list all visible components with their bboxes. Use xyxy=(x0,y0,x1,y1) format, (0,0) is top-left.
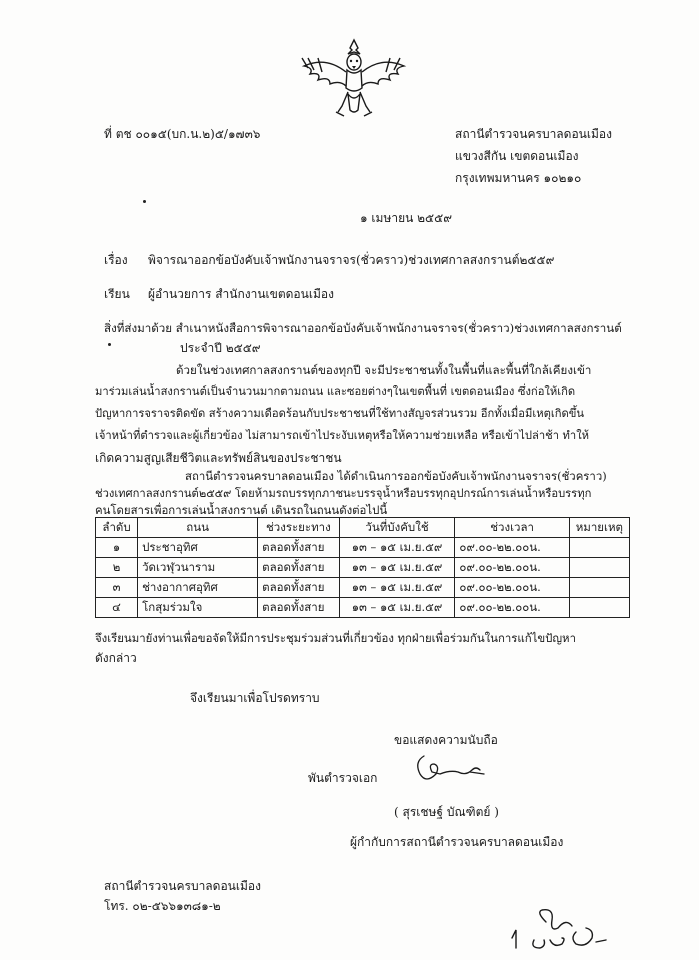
header-distance: ช่วงระยะทาง xyxy=(258,518,339,538)
cell-distance: ตลอดทั้งสาย xyxy=(258,558,339,578)
recipient-label: เรียน xyxy=(104,287,130,301)
paragraph-2-line: คนโดยสารเพื่อการเล่นน้ำสงกรานต์ เดินรถในถนนดังต่อไปนี้ xyxy=(95,503,388,517)
stray-mark xyxy=(143,200,146,203)
cell-effective-date: ๑๓ – ๑๕ เม.ย.๕๙ xyxy=(339,558,455,578)
enclosure-line-2: ประจำปี ๒๕๕๙ xyxy=(180,341,261,355)
closing-request: จึงเรียนมาเพื่อโปรดทราบ xyxy=(190,691,320,705)
paragraph-1-line: มาร่วมเล่นน้ำสงกรานต์เป็นจำนวนมากตามถนน และซอยต่างๆในเขตพื้นที่ เขตดอนเมือง ซึ่งก่อให้เกิด xyxy=(95,385,576,398)
address-line-2: กรุงเทพมหานคร ๑๐๒๑๐ xyxy=(455,171,582,185)
paragraph-3-line: ดังกล่าว xyxy=(95,651,137,665)
cell-effective-date: ๑๓ – ๑๕ เม.ย.๕๙ xyxy=(339,538,455,558)
cell-remarks xyxy=(569,578,629,598)
cell-distance: ตลอดทั้งสาย xyxy=(258,598,339,618)
cell-order: ๑ xyxy=(96,538,138,558)
cell-remarks xyxy=(569,558,629,578)
paragraph-3-line: จึงเรียนมายังท่านเพื่อขอจัดให้มีการประชุมร่วมส่วนที่เกี่ยวข้อง ทุกฝ่ายเพื่อร่วมกันในการแก้ไขปัญหา xyxy=(95,631,576,645)
road-closure-table xyxy=(95,517,630,618)
reference-number: ที่ ตช ๐๐๑๕(บก.น.๒)๕/๑๗๓๖ xyxy=(104,127,261,141)
cell-remarks xyxy=(569,538,629,558)
handwritten-annotation xyxy=(506,908,626,952)
header-road: ถนน xyxy=(138,518,258,538)
document-date: ๑ เมษายน ๒๕๕๙ xyxy=(360,211,453,225)
enclosure-line-1: สิ่งที่ส่งมาด้วย สำเนาหนังสือการพิจารณาออกข้อบังคับเจ้าพนักงานจราจร(ชั่วคราว)ช่วงเทศกาลสงกรานต์ xyxy=(104,321,622,335)
footer-office: สถานีตำรวจนครบาลดอนเมือง xyxy=(104,879,261,893)
paragraph-2-line: สถานีตำรวจนครบาลดอนเมือง ได้ดำเนินการออกข้อบังคับเจ้าพนักงานจราจร(ชั่วคราว) xyxy=(185,469,607,483)
issuing-office: สถานีตำรวจนครบาลดอนเมือง xyxy=(455,127,612,141)
subject-text: พิจารณาออกข้อบังคับเจ้าพนักงานจราจร(ชั่วคราว)ช่วงเทศกาลสงกรานต์๒๕๕๙ xyxy=(148,253,555,267)
signer-position: ผู้กำกับการสถานีตำรวจนครบาลดอนเมือง xyxy=(350,835,564,849)
header-order: ลำดับ xyxy=(96,518,138,538)
cell-road: โกสุมร่วมใจ xyxy=(138,598,258,618)
closing-respect: ขอแสดงความนับถือ xyxy=(394,733,498,747)
paragraph-1-line: เจ้าหน้าที่ตำรวจและผู้เกี่ยวข้อง ไม่สามารถเข้าไประงับเหตุหรือให้ความช่วยเหลือ หรือเข้าไปล่าช้า ทำให้ xyxy=(95,429,590,442)
table-row xyxy=(96,598,630,618)
header-remarks: หมายเหตุ xyxy=(569,518,629,538)
cell-time: ๐๙.๐๐-๒๒.๐๐น. xyxy=(455,538,569,558)
cell-time: ๐๙.๐๐-๒๒.๐๐น. xyxy=(455,578,569,598)
header-time: ช่วงเวลา xyxy=(455,518,569,538)
cell-road: ช่างอากาศอุทิศ xyxy=(138,578,258,598)
subject-label: เรื่อง xyxy=(104,253,128,267)
table-row xyxy=(96,578,630,598)
cell-effective-date: ๑๓ – ๑๕ เม.ย.๕๙ xyxy=(339,578,455,598)
table-header-row xyxy=(96,518,630,538)
cell-order: ๔ xyxy=(96,598,138,618)
address-line-1: แขวงสีกัน เขตดอนเมือง xyxy=(455,149,579,163)
paragraph-1-line: ด้วยในช่วงเทศกาลสงกรานต์ของทุกปี จะมีประชาชนทั้งในพื้นที่และพื้นที่ใกล้เคียงเข้า xyxy=(176,363,592,377)
paragraph-1-line: ปัญหาการจราจรติดขัด สร้างความเดือดร้อนกับประชาชนที่ใช้ทางสัญจรส่วนรวม อีกทั้งเมื่อมีเหตุเกิดขึ้น xyxy=(95,407,585,420)
paragraph-2-line: ช่วงเทศกาลสงกรานต์๒๕๕๙ โดยห้ามรถบรรทุกภาชนะบรรจุน้ำหรือบรรทุกอุปกรณ์การเล่นน้ำหรือบรรทุก xyxy=(95,487,592,500)
signer-rank: พันตำรวจเอก xyxy=(308,771,378,785)
header-effective-date: วันที่บังคับใช้ xyxy=(339,518,455,538)
cell-order: ๒ xyxy=(96,558,138,578)
paragraph-1-line: เกิดความสูญเสียชีวิตและทรัพย์สินของประชาชน xyxy=(95,451,342,465)
cell-time: ๐๙.๐๐-๒๒.๐๐น. xyxy=(455,598,569,618)
cell-time: ๐๙.๐๐-๒๒.๐๐น. xyxy=(455,558,569,578)
handwritten-signature xyxy=(410,752,490,788)
footer-phone: โทร. ๐๒-๕๖๖๑๓๘๑-๒ xyxy=(104,899,221,913)
cell-remarks xyxy=(569,598,629,618)
recipient-text: ผู้อำนวยการ สำนักงานเขตดอนเมือง xyxy=(148,287,334,301)
table-row xyxy=(96,538,630,558)
signer-name: ( สุรเชษฐ์ บัณฑิตย์ ) xyxy=(394,805,499,819)
garuda-emblem-icon xyxy=(296,36,412,120)
cell-effective-date: ๑๓ – ๑๕ เม.ย.๕๙ xyxy=(339,598,455,618)
cell-road: วัดเวฬุวนาราม xyxy=(138,558,258,578)
cell-order: ๓ xyxy=(96,578,138,598)
cell-distance: ตลอดทั้งสาย xyxy=(258,538,339,558)
table-row xyxy=(96,558,630,578)
cell-road: ประชาอุทิศ xyxy=(138,538,258,558)
cell-distance: ตลอดทั้งสาย xyxy=(258,578,339,598)
stray-mark xyxy=(108,343,111,346)
